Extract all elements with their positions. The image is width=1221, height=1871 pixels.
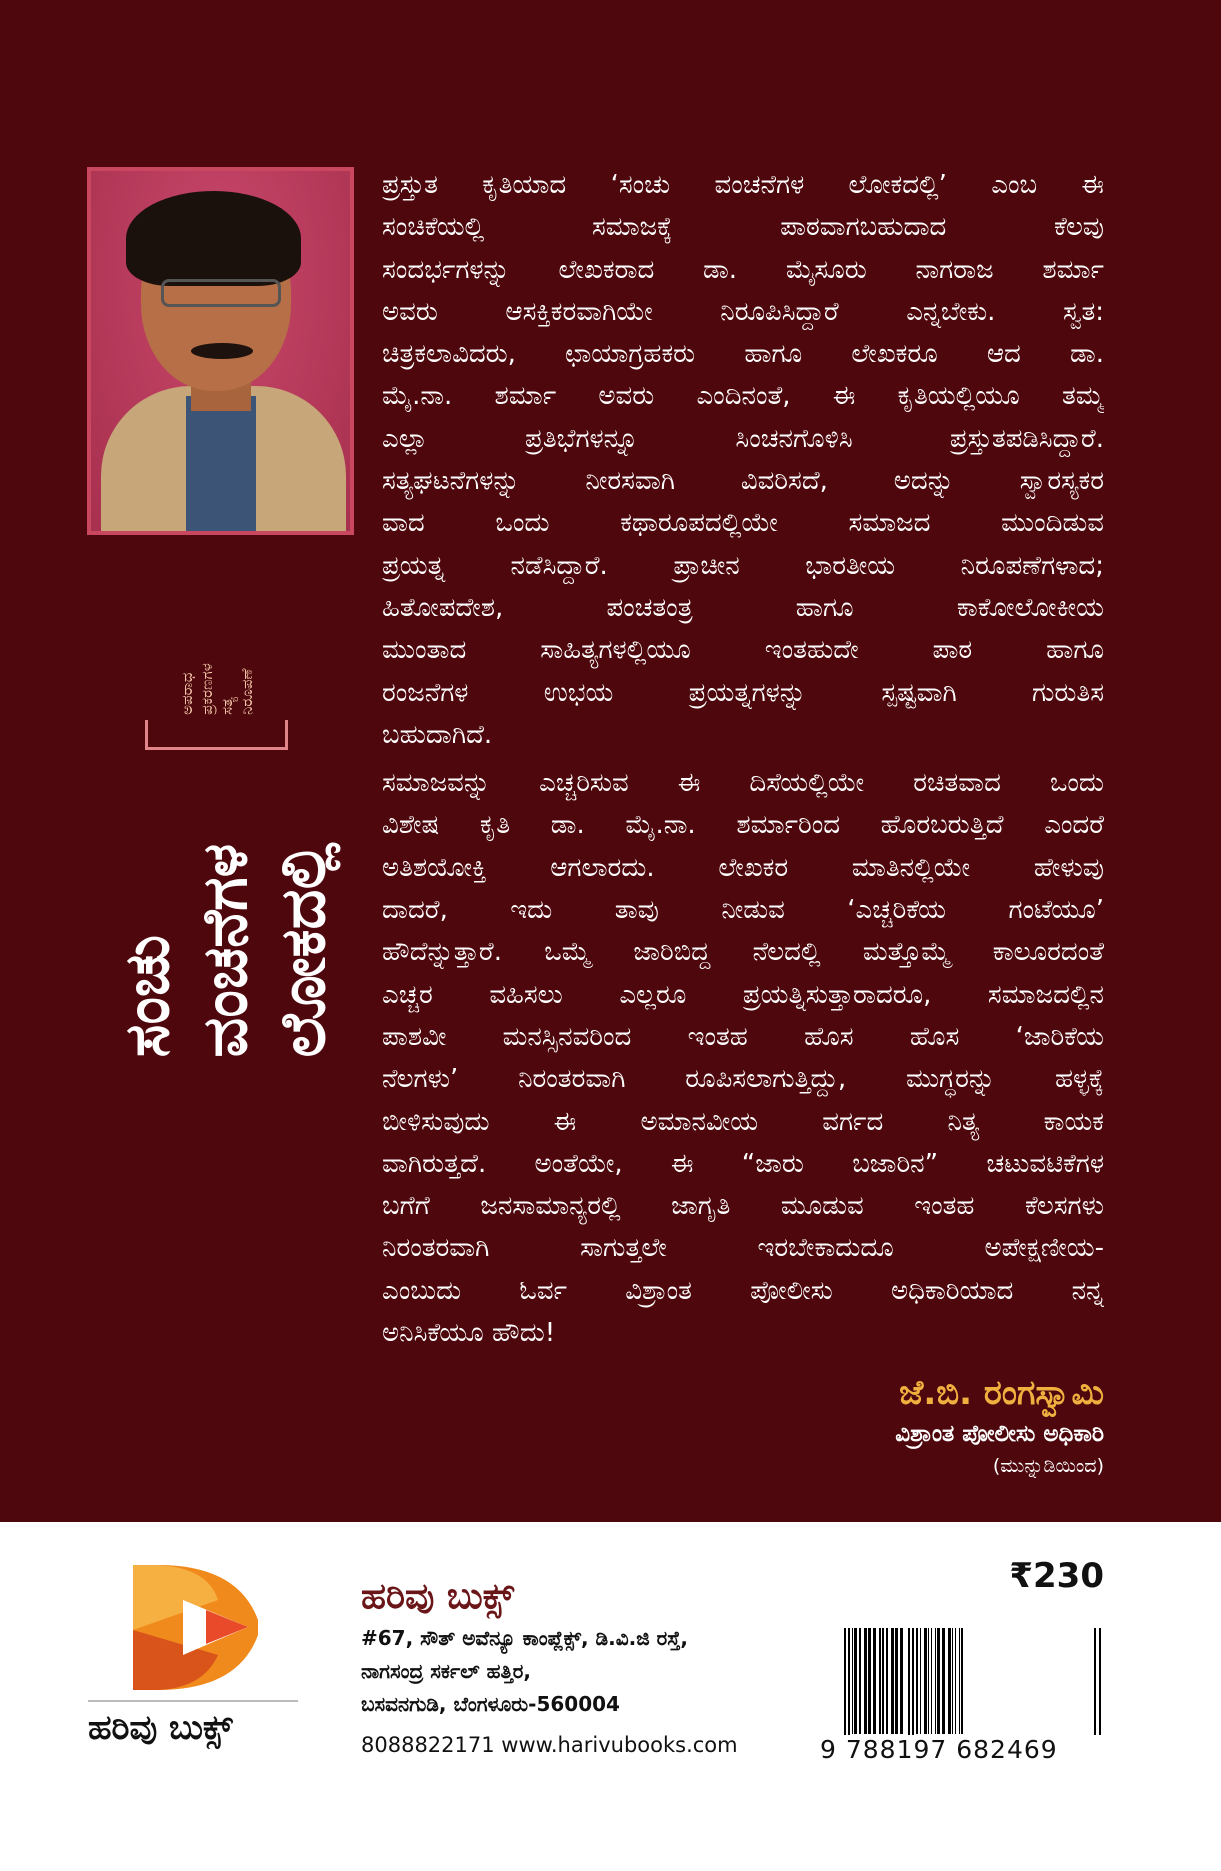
- blurb-line: ಹೌದೆನ್ನುತ್ತಾರೆ. ಒಮ್ಮೆ ಜಾರಿಬಿದ್ದ ನೆಲದಲ್ಲಿ ಮತ್ತೊಮ್ಮೆ ಕಾಲೂರದಂತೆ: [382, 937, 1104, 968]
- barcode-bar: [879, 1628, 881, 1734]
- address-line: #67, ಸೌತ್ ಅವೆನ್ಯೂ ಕಾಂಪ್ಲೆಕ್ಸ್, ಡಿ.ವಿ.ಜಿ ರಸ್ತೆ,: [361, 1626, 688, 1650]
- blurb-line: ಸಮಾಜವನ್ನು ಎಚ್ಚರಿಸುವ ಈ ದಿಸೆಯಲ್ಲಿಯೇ ರಚಿತವಾದ ಒಂದು: [382, 768, 1104, 799]
- blurb-line: ಪ್ರಯತ್ನ ನಡೆಸಿದ್ದಾರೆ. ಪ್ರಾಚೀನ ಭಾರತೀಯ ನಿರೂಪಣೆಗಳಾದ;: [382, 550, 1104, 581]
- address-line: ಬಸವನಗುಡಿ, ಬೆಂಗಳೂರು-560004: [361, 1692, 620, 1716]
- barcode-bar: [942, 1628, 945, 1734]
- title-line: ಲೋಕದಲ್ಲಿ: [266, 842, 339, 1058]
- title-line: ಸಂಚು: [110, 935, 183, 1058]
- barcode-bar: [886, 1628, 888, 1734]
- blurb-line: ಎಲ್ಲಾ ಪ್ರತಿಭೆಗಳನ್ನೂ ಸಿಂಚನಗೊಳಿಸಿ ಪ್ರಸ್ತುತಪಡಿಸಿದ್ದಾರೆ.: [382, 423, 1104, 454]
- barcode-bar: [895, 1628, 898, 1734]
- blurb-line: ಮುಂತಾದ ಸಾಹಿತ್ಯಗಳಲ್ಲಿಯೂ ಇಂತಹುದೇ ಪಾಠ ಹಾಗೂ: [382, 635, 1104, 666]
- series-line: ನಿರೂಪಣೆ: [238, 668, 256, 715]
- blurb-line: ವಾಗಿರುತ್ತದೆ. ಅಂತೆಯೇ, ಈ “ಜಾರು ಬಜಾರಿನ” ಚಟುವಟಿಕೆಗಳ: [382, 1148, 1104, 1179]
- barcode-bar: [931, 1628, 932, 1734]
- blurb-line: ಪಾಶವೀ ಮನಸ್ಸಿನವರಿಂದ ಇಂತಹ ಹೊಸ ಹೊಸ ‘ಜಾರಿಕೆಯ: [382, 1021, 1104, 1052]
- series-line: ಅಪರಾಧ: [178, 672, 196, 715]
- barcode-bar: [852, 1628, 853, 1734]
- barcode-bar: [948, 1628, 951, 1734]
- blurb-line: ಸಂದರ್ಭಗಳನ್ನು ಲೇಖಕರಾದ ಡಾ. ಮೈಸೂರು ನಾಗರಾಜ ಶರ್ಮಾ: [382, 254, 1104, 285]
- blurb-line: ಬಹುದಾಗಿದೆ.: [382, 719, 493, 750]
- blurb-paragraph: [382, 164, 1104, 756]
- barcode-bar: [891, 1628, 894, 1734]
- barcode-bar: [952, 1628, 953, 1734]
- blurb-line: ಬೀಳಿಸುವುದು ಈ ಅಮಾನವೀಯ ವರ್ಗದ ನಿತ್ಯ ಕಾಯಕ: [382, 1106, 1104, 1137]
- price: ₹230: [1009, 1556, 1104, 1596]
- barcode-bar: [854, 1628, 857, 1734]
- blurb-line: ವಿಶೇಷ ಕೃತಿ ಡಾ. ಮೈ.ನಾ. ಶರ್ಮಾರಿಂದ ಹೊರಬರುತ್ತಿದೆ ಎಂದರೆ: [382, 810, 1104, 841]
- author-photo: [87, 167, 354, 535]
- blurb-line: ಚಿತ್ರಕಲಾವಿದರು, ಛಾಯಾಗ್ರಹಕರು ಹಾಗೂ ಲೇಖಕರೂ ಆದ ಡಾ.: [382, 339, 1104, 370]
- blurb-line: ನೆಲಗಳು’ ನಿರಂತರವಾಗಿ ರೂಪಿಸಲಾಗುತ್ತಿದ್ದು, ಮುಗ್ಧರನ್ನು ಹಳ್ಳಕ್ಕೆ: [382, 1064, 1104, 1095]
- barcode-bar: [959, 1628, 960, 1734]
- barcode-bar: [920, 1628, 921, 1734]
- barcode-bar: [868, 1628, 871, 1734]
- address-line: ನಾಗಸಂದ್ರ ಸರ್ಕಲ್ ಹತ್ತಿರ,: [361, 1659, 531, 1683]
- series-label: [145, 635, 290, 750]
- barcode-bar: [928, 1628, 929, 1734]
- blurb-line: ಸತ್ಯಘಟನೆಗಳನ್ನು ನೀರಸವಾಗಿ ವಿವರಿಸದೆ, ಅದನ್ನು ಸ್ವಾರಸ್ಯಕರ: [382, 466, 1104, 497]
- blurb-line: ಅನಿಸಿಕೆಯೂ ಹೌದು!: [382, 1318, 556, 1349]
- signature-name: ಜೆ.ಬಿ. ರಂಗಸ್ವಾಮಿ: [899, 1373, 1104, 1413]
- isbn-number: 9 788197 682469: [820, 1735, 1110, 1764]
- barcode-bar: [864, 1628, 867, 1734]
- barcode-bar: [955, 1628, 956, 1734]
- play-logo-icon: [88, 1560, 300, 1695]
- blurb-line: ಮೈ.ನಾ. ಶರ್ಮಾ ಅವರು ಎಂದಿನಂತೆ, ಈ ಕೃತಿಯಲ್ಲಿಯೂ ತಮ್ಮ: [382, 381, 1104, 412]
- blurb-line: ಬಗೆಗೆ ಜನಸಾಮಾನ್ಯರಲ್ಲಿ ಜಾಗೃತಿ ಮೂಡುವ ಇಂತಹ ಕೆಲಸಗಳು: [382, 1191, 1104, 1222]
- barcode-bar: [873, 1628, 876, 1734]
- logo-text: ಹರಿವು ಬುಕ್ಸ್: [88, 1708, 233, 1748]
- blurb-line: ಅವರು ಆಸಕ್ತಿಕರವಾಗಿಯೇ ನಿರೂಪಿಸಿದ್ದಾರೆ ಎನ್ನಬೇಕು. ಸ್ವತ:: [382, 296, 1104, 327]
- blurb-line: ದಾದರೆ, ಇದು ತಾವು ನೀಡುವ ‘ಎಚ್ಚರಿಕೆಯ ಗಂಟೆಯೂ’: [382, 895, 1104, 926]
- series-line: ಪ್ರಕರಣಗಳ: [198, 663, 216, 715]
- publisher-name: ಹರಿವು ಬುಕ್ಸ್: [361, 1576, 514, 1617]
- blurb-line: ಸಂಚಿಕೆಯಲ್ಲಿ ಸಮಾಜಕ್ಕೆ ಪಾಠವಾಗಬಹುದಾದ ಕೆಲವು: [382, 212, 1104, 243]
- blurb-line: ವಾದ ಒಂದು ಕಥಾರೂಪದಲ್ಲಿಯೇ ಸಮಾಜದ ಮುಂದಿಡುವ: [382, 508, 1104, 539]
- blurb-line: ಅತಿಶಯೋಕ್ತಿ ಆಗಲಾರದು. ಲೇಖಕರ ಮಾತಿನಲ್ಲಿಯೇ ಹೇಳುವು: [382, 852, 1104, 883]
- blurb-line: ರಂಜನೆಗಳ ಉಭಯ ಪ್ರಯತ್ನಗಳನ್ನು ಸ್ಪಷ್ಟವಾಗಿ ಗುರುತಿಸ: [382, 677, 1104, 708]
- barcode-bar: [935, 1628, 936, 1734]
- blurb-line: ಎಂಬುದು ಓರ್ವ ವಿಶ್ರಾಂತ ಪೋಲೀಸು ಅಧಿಕಾರಿಯಾದ ನನ್ನ: [382, 1275, 1104, 1306]
- barcode-bar: [882, 1628, 884, 1734]
- blurb-line: ಪ್ರಸ್ತುತ ಕೃತಿಯಾದ ‘ಸಂಚು ವಂಚನೆಗಳ ಲೋಕದಲ್ಲಿ’ ಎಂಬ ಈ: [382, 170, 1104, 200]
- publisher-info: [361, 1572, 738, 1765]
- barcode-bar: [937, 1628, 940, 1734]
- signature-source: (ಮುನ್ನುಡಿಯಿಂದ): [992, 1455, 1104, 1477]
- barcode-bar: [900, 1628, 903, 1734]
- blurb-text: [382, 164, 1104, 1360]
- logo-divider: [88, 1700, 298, 1702]
- signature-role: ವಿಶ್ರಾಂತ ಪೋಲೀಸು ಅಧಿಕಾರಿ: [895, 1421, 1104, 1447]
- barcode-bar: [916, 1628, 918, 1734]
- bracket-divider: [145, 720, 288, 750]
- barcode-bar: [961, 1628, 963, 1734]
- series-line: ಸತ್ಯ: [218, 696, 236, 715]
- blurb-line: ಎಚ್ಚರ ವಹಿಸಲು ಎಲ್ಲರೂ ಪ್ರಯತ್ನಿಸುತ್ತಾರಾದರೂ, ಸಮಾಜದಲ್ಲಿನ: [382, 979, 1104, 1010]
- blurb-line: ನಿರಂತರವಾಗಿ ಸಾಗುತ್ತಲೇ ಇರಬೇಕಾದುದೂ ಅಪೇಕ್ಷಣೀಯ-: [382, 1233, 1104, 1264]
- blurb-paragraph: [382, 762, 1104, 1354]
- title-line: ವಂಚನೆಗಳ: [188, 843, 261, 1058]
- barcode-bar: [924, 1628, 927, 1734]
- spine-title: [100, 760, 350, 1140]
- signature: [895, 1370, 1104, 1480]
- barcode-bar: [859, 1628, 861, 1734]
- publisher-logo: [88, 1560, 300, 1760]
- publisher-contact: 8088822171 www.harivubooks.com: [361, 1733, 738, 1757]
- blurb-line: ಹಿತೋಪದೇಶ, ಪಂಚತಂತ್ರ ಹಾಗೂ ಕಾಕೋಲೋಕೀಯ: [382, 592, 1104, 623]
